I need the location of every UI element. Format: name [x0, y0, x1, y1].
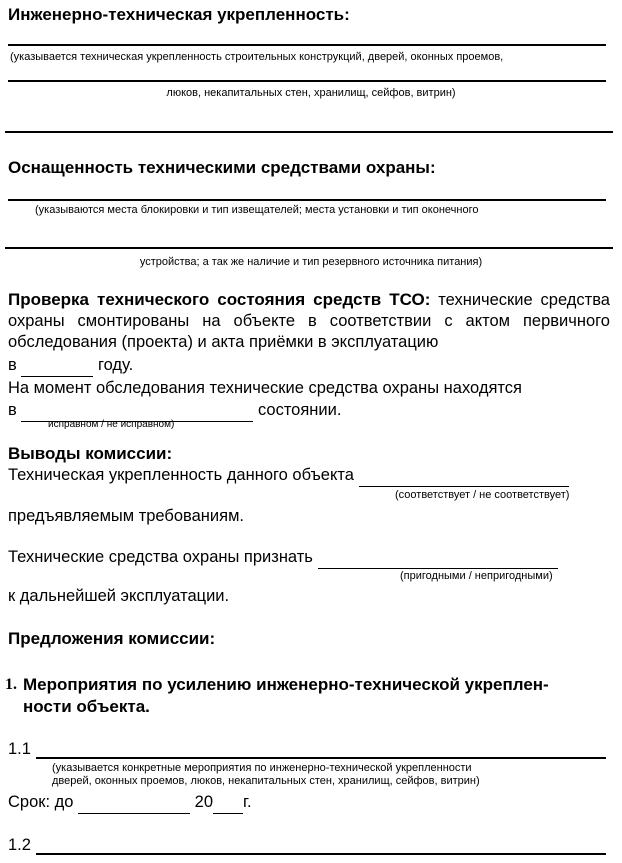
equipment-verdict-field[interactable]	[318, 547, 558, 569]
sub-item-number: 1.1	[8, 740, 31, 758]
hint-text: (указывается конкретные мероприятия по инженерно-технической укрепленности	[52, 762, 472, 774]
hint-text: дверей, оконных проемов, люков, некапитальных стен, хранилищ, сейфов, витрин)	[52, 775, 480, 787]
section-title-conclusions: Выводы комиссии:	[8, 444, 173, 463]
fill-line[interactable]	[5, 247, 613, 249]
fill-line[interactable]	[36, 853, 606, 855]
label-in: в	[8, 356, 17, 374]
conclusion-label: Техническая укрепленность данного объекта	[8, 466, 354, 484]
fill-line[interactable]	[8, 199, 606, 201]
deadline-year-field[interactable]	[213, 792, 243, 814]
section-title-fortification: Инженерно-техническая укрепленность:	[8, 5, 350, 24]
hint-text: (пригодными / непригодными)	[400, 570, 553, 582]
item-title: Мероприятия по усилению инженерно-технической укреплен-	[23, 675, 549, 694]
fortification-conclusion	[8, 465, 569, 487]
section-title-check: Проверка технического состояния средств ТСО:	[8, 290, 431, 309]
conclusion-label: Технические средства охраны признать	[8, 548, 313, 566]
label-state: состоянии.	[257, 401, 342, 419]
deadline-year: 20	[194, 793, 214, 811]
section-title-security-equipment: Оснащенность техническими средствами охраны:	[8, 158, 436, 177]
item-number	[5, 676, 17, 694]
hint-text: люков, некапитальных стен, хранилищ, сейфов, витрин)	[166, 87, 456, 99]
check-text: технические средства охраны смонтированы на объекте в соответствии с актом первичного обследования (проекта) и акта приёмки в эксплуатацию	[8, 291, 610, 351]
fortification-verdict-field[interactable]	[359, 465, 569, 487]
sub-item-number: 1.2	[8, 836, 31, 854]
fill-line[interactable]	[36, 757, 606, 759]
section-title-proposals: Предложения комиссии:	[8, 629, 216, 648]
check-paragraph	[8, 289, 610, 353]
label-year: году.	[97, 356, 134, 374]
hint-text: (указываются места блокировки и тип извещателей; места установки и тип оконечного	[35, 204, 479, 216]
label-in: в	[8, 401, 17, 419]
year-line	[8, 355, 133, 377]
fill-line[interactable]	[5, 131, 613, 133]
deadline-label: Срок: до	[8, 793, 74, 811]
item-number-text: 1.	[5, 676, 17, 693]
hint-text: (указывается техническая укрепленность строительных конструкций, дверей, оконных проемов,	[10, 51, 504, 63]
state-paragraph: На момент обследования технические средства охраны находятся	[8, 379, 522, 397]
item-title-cont: ности объекта.	[23, 697, 150, 716]
fill-line[interactable]	[8, 80, 606, 82]
year-field[interactable]	[21, 355, 93, 377]
deadline-date-field[interactable]	[78, 792, 190, 814]
hint-text: исправном / не исправном)	[48, 419, 175, 430]
deadline-g: г.	[243, 793, 252, 811]
fill-line[interactable]	[8, 44, 606, 46]
deadline-line	[8, 792, 252, 814]
conclusion-text: к дальнейшей эксплуатации.	[8, 587, 230, 605]
hint-text: устройства; а так же наличие и тип резервного источника питания)	[139, 256, 483, 268]
hint-text: (соответствует / не соответствует)	[395, 489, 570, 501]
equipment-conclusion	[8, 547, 558, 569]
conclusion-text: предъявляемым требованиям.	[8, 507, 244, 525]
